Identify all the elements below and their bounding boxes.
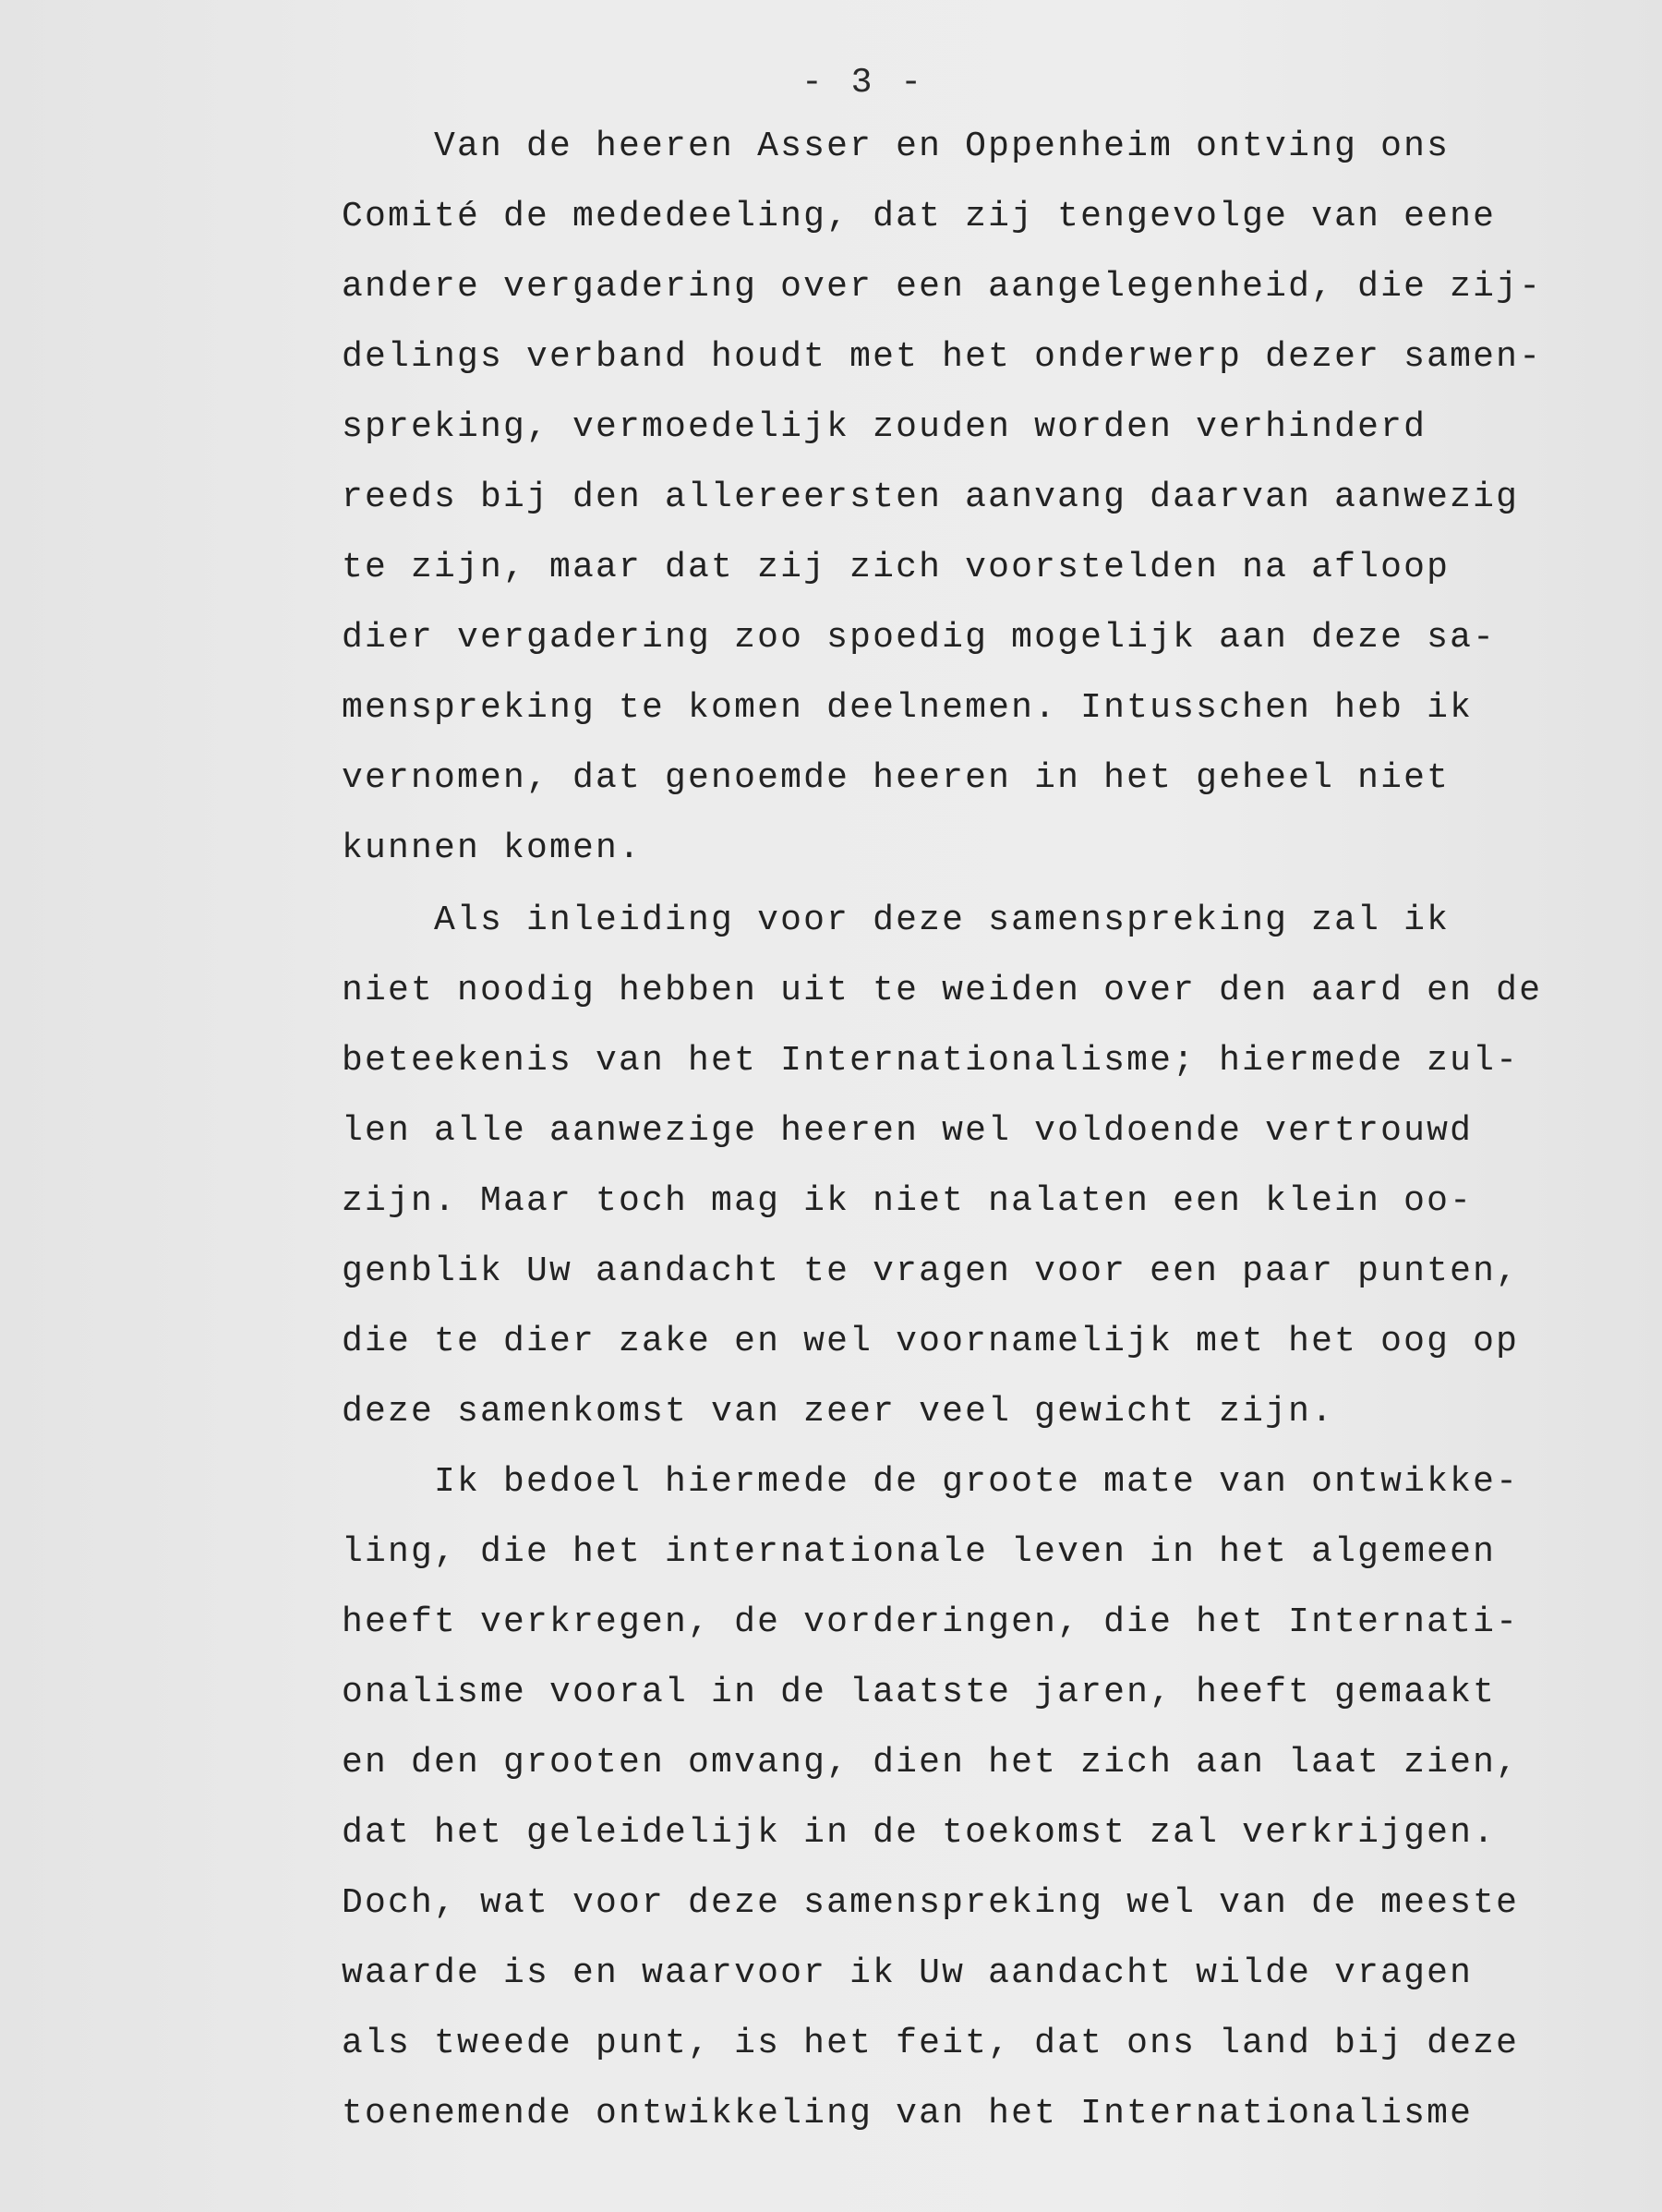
- text-line: spreking, vermoedelijk zouden worden verhinderd: [342, 407, 1427, 447]
- page-number: - 3 -: [801, 63, 926, 103]
- text-line: ling, die het internationale leven in het algemeen: [342, 1532, 1497, 1572]
- text-line: Als inleiding voor deze samenspreking zal ik: [342, 901, 1451, 940]
- text-line: zijn. Maar toch mag ik niet nalaten een klein oo-: [342, 1181, 1474, 1221]
- text-line: delings verband houdt met het onderwerp dezer samen-: [342, 337, 1543, 377]
- text-line: te zijn, maar dat zij zich voorstelden na afloop: [342, 548, 1451, 587]
- text-line: onalisme vooral in de laatste jaren, heeft gemaakt: [342, 1673, 1497, 1712]
- text-line: heeft verkregen, de vorderingen, die het Internati-: [342, 1602, 1520, 1642]
- text-line: Comité de mededeeling, dat zij tengevolge van eene: [342, 197, 1497, 236]
- text-line: andere vergadering over een aangelegenheid, die zij-: [342, 267, 1543, 307]
- text-line: waarde is en waarvoor ik Uw aandacht wilde vragen: [342, 1953, 1474, 1993]
- text-line: vernomen, dat genoemde heeren in het geheel niet: [342, 758, 1451, 798]
- text-line: beteekenis van het Internationalisme; hiermede zul-: [342, 1041, 1520, 1081]
- text-line: als tweede punt, is het feit, dat ons land bij deze: [342, 2024, 1520, 2063]
- text-line: niet noodig hebben uit te weiden over den aard en de: [342, 971, 1543, 1010]
- text-line: die te dier zake en wel voornamelijk met het oog op: [342, 1322, 1520, 1361]
- text-line: dier vergadering zoo spoedig mogelijk aan deze sa-: [342, 618, 1497, 658]
- text-line: dat het geleidelijk in de toekomst zal verkrijgen.: [342, 1813, 1497, 1853]
- text-line: reeds bij den allereersten aanvang daarvan aanwezig: [342, 477, 1520, 517]
- text-line: Doch, wat voor deze samenspreking wel van de meeste: [342, 1883, 1520, 1923]
- text-line: deze samenkomst van zeer veel gewicht zijn.: [342, 1392, 1335, 1432]
- text-line: en den grooten omvang, dien het zich aan laat zien,: [342, 1743, 1520, 1783]
- text-line: Van de heeren Asser en Oppenheim ontving ons: [342, 127, 1451, 166]
- text-line: Ik bedoel hiermede de groote mate van ontwikke-: [342, 1462, 1520, 1502]
- text-line: len alle aanwezige heeren wel voldoende vertrouwd: [342, 1111, 1474, 1151]
- text-line: genblik Uw aandacht te vragen voor een paar punten,: [342, 1251, 1520, 1291]
- text-line: kunnen komen.: [342, 828, 643, 868]
- text-line: toenemende ontwikkeling van het Internationalisme: [342, 2094, 1474, 2133]
- text-line: menspreking te komen deelnemen. Intusschen heb ik: [342, 688, 1474, 728]
